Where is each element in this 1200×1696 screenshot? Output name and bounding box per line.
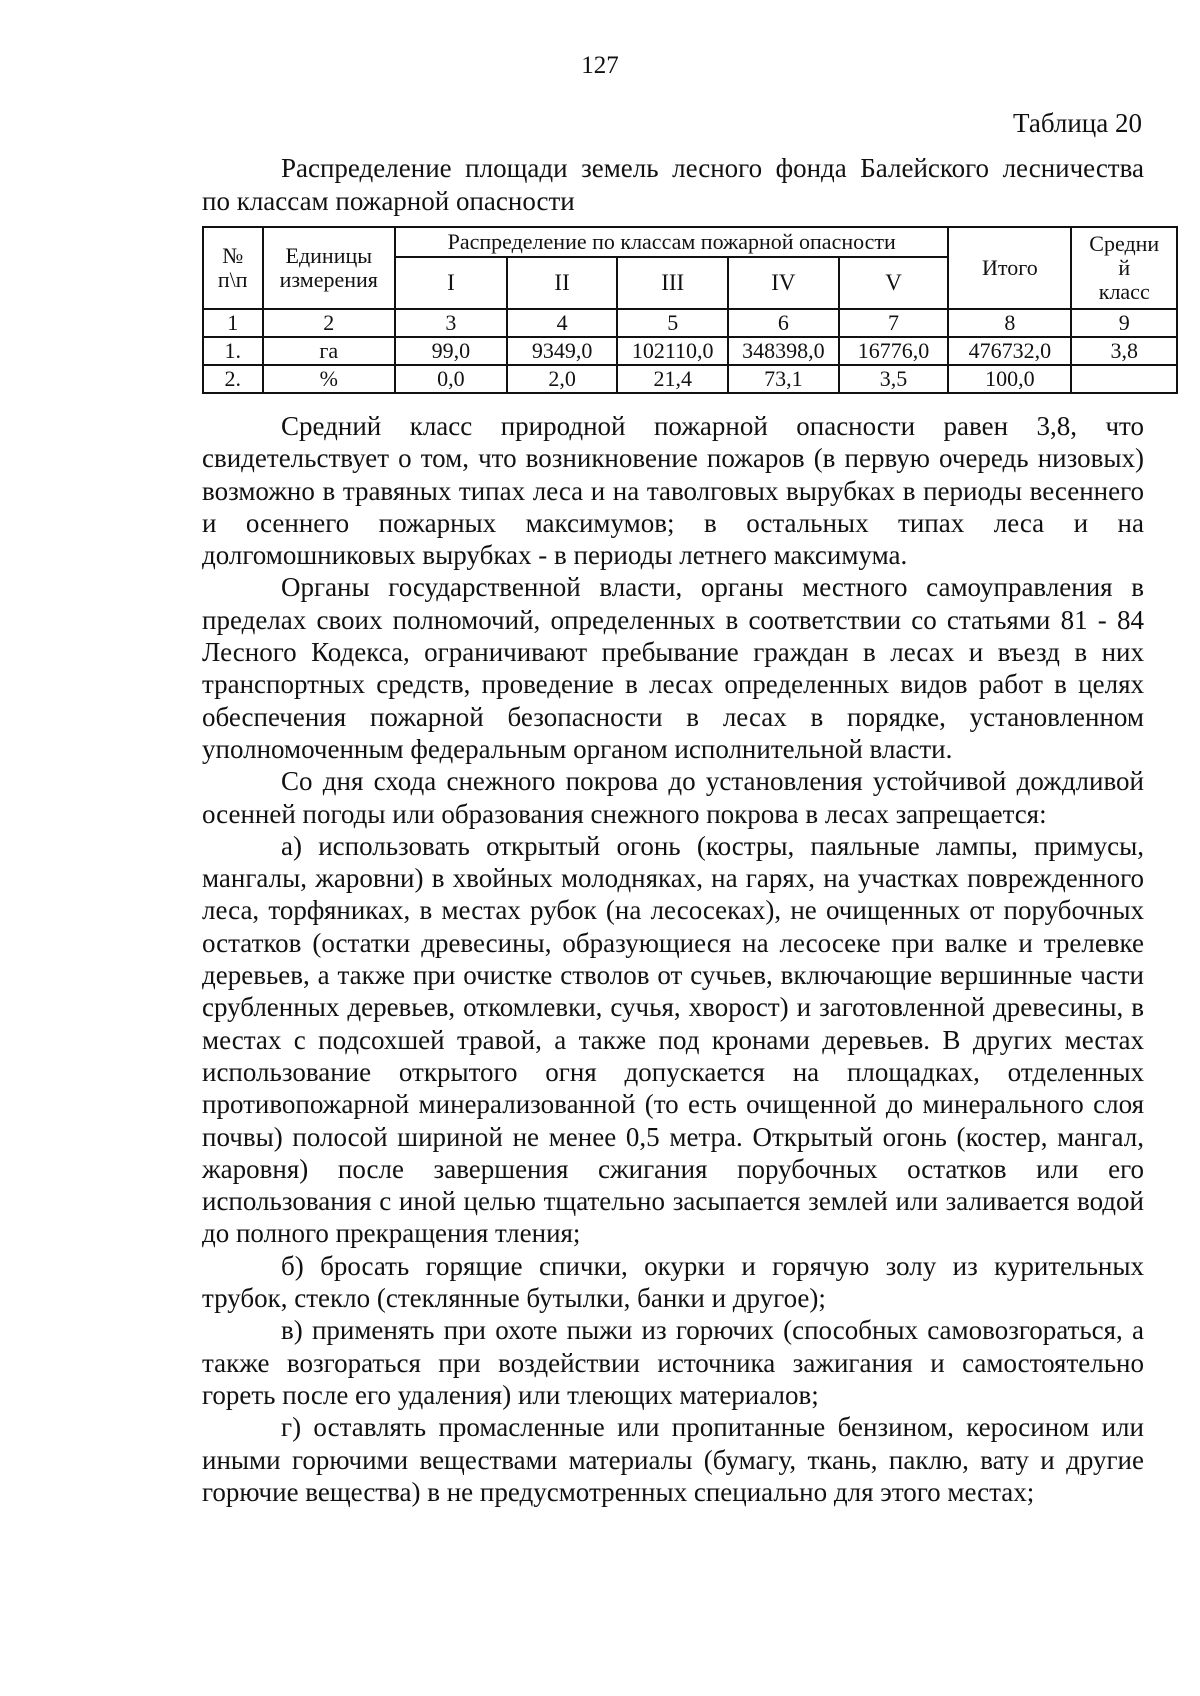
table-caption: Таблица 20 [1013, 108, 1142, 138]
table-cell: 100,0 [948, 365, 1071, 393]
table-cell: 99,0 [395, 337, 507, 365]
header-unit-line-1: Единицы [285, 243, 373, 268]
paragraph: г) оставлять промасленные или пропитанные бензином, керосином или иными горючими веществами материалы (бумагу, ткань, паклю, вату и другие горючие вещества) в не предусмотренных специально для этого местах; [202, 1412, 1144, 1507]
table-cell: 476732,0 [948, 337, 1071, 365]
col-number: 9 [1071, 309, 1177, 337]
header-num-line-2: п\п [217, 267, 248, 292]
table-cell: 16776,0 [839, 337, 949, 365]
col-number: 2 [263, 309, 396, 337]
table-cell: % [263, 365, 396, 393]
paragraph: в) применять при охоте пыжи из горючих (способных самовозгораться, а также возгораться при воздействии источника зажигания и самостоятельно гореть после его удаления) или тлеющих материалов; [202, 1315, 1144, 1410]
col-number: 1 [203, 309, 263, 337]
col-number: 6 [728, 309, 839, 337]
table-cell: 73,1 [728, 365, 839, 393]
header-class-4: IV [728, 257, 839, 309]
page-number: 127 [581, 52, 619, 79]
header-avg-line-2: й [1118, 255, 1131, 280]
paragraph: Средний класс природной пожарной опасности равен 3,8, что свидетельствует о том, что возникновение пожаров (в первую очередь низовых) возможно в травяных типах леса и на таволговых вырубках в периоды весеннего и осеннего пожарных максимумов; в остальных типах леса и на долгомошниковых вырубках - в периоды летнего максимума. [202, 411, 1144, 571]
table-cell: 9349,0 [507, 337, 618, 365]
table-cell: 2,0 [507, 365, 618, 393]
col-number: 5 [617, 309, 728, 337]
paragraph: Органы государственной власти, органы местного самоуправления в пределах своих полномочий, определенных в соответствии со статьями 81 - 84 Лесного Кодекса, ограничивают пребывание граждан в лесах и въезд в них транспортных средств, проведение в лесах определенных видов работ в целях обеспечения пожарной безопасности в лесах в порядке, установленном уполномоченным федеральным органом исполнительной власти. [202, 572, 1144, 764]
header-row [203, 227, 1177, 257]
header-unit-line-2: измерения [279, 267, 378, 292]
table-cell: 102110,0 [617, 337, 728, 365]
paragraph: б) бросать горящие спички, окурки и горячую золу из курительных трубок, стекло (стеклянные бутылки, банки и другое); [202, 1250, 1144, 1314]
header-class-1: I [395, 257, 507, 309]
table-cell: га [263, 337, 396, 365]
table-title [202, 152, 1144, 218]
header-avg-class [1071, 227, 1177, 309]
header-num [203, 227, 263, 309]
fire-class-table [202, 226, 1178, 394]
header-group: Распределение по классам пожарной опасности [395, 227, 948, 257]
col-number: 3 [395, 309, 507, 337]
table-cell: 3,8 [1071, 337, 1177, 365]
column-number-row [203, 309, 1177, 337]
paragraph: Со дня схода снежного покрова до установления устойчивой дождливой осенней погоды или образования снежного покрова в лесах запрещается: [202, 766, 1144, 829]
table-cell: 2. [203, 365, 263, 393]
header-class-2: II [507, 257, 618, 309]
table-cell [1071, 365, 1177, 393]
header-avg-line-3: класс [1098, 279, 1150, 304]
table-cell: 21,4 [617, 365, 728, 393]
body-text [202, 410, 1144, 1508]
col-number: 4 [507, 309, 618, 337]
header-total: Итого [948, 227, 1071, 309]
col-number: 8 [948, 309, 1071, 337]
table-row [203, 337, 1177, 365]
table-title-line-1: Распределение площади земель лесного фонда Балейского лесничества [281, 153, 1144, 183]
col-number: 7 [839, 309, 949, 337]
paragraph: а) использовать открытый огонь (костры, паяльные лампы, примусы, мангалы, жаровни) в хвойных молодняках, на гарях, на участках поврежденного леса, торфяниках, в местах рубок (на лесосеках), не очищенных от порубочных остатков (остатки древесины, образующиеся на лесосеке при валке и трелевке деревьев, а также при очистке стволов от сучьев, включающие вершинные части срубленных деревьев, откомлевки, сучья, хворост) и заготовленной древесины, в местах с подсохшей травой, а также под кронами деревьев. В других местах использование открытого огня допускается на площадках, отделенных противопожарной минерализованной (то есть очищенной до минерального слоя почвы) полосой шириной не менее 0,5 метра. Открытый огонь (костер, мангал, жаровня) после завершения сжигания порубочных остатков или его использования с иной целью тщательно засыпается землей или заливается водой до полного прекращения тления; [202, 830, 1144, 1249]
header-class-3: III [617, 257, 728, 309]
header-unit [263, 227, 396, 309]
table-cell: 3,5 [839, 365, 949, 393]
table-cell: 0,0 [395, 365, 507, 393]
table-cell: 348398,0 [728, 337, 839, 365]
table-cell: 1. [203, 337, 263, 365]
table-row [203, 365, 1177, 393]
table-title-line-2: по классам пожарной опасности [202, 186, 575, 216]
header-avg-line-1: Средни [1089, 231, 1160, 256]
header-num-line-1: № [222, 243, 244, 268]
header-class-5: V [839, 257, 949, 309]
